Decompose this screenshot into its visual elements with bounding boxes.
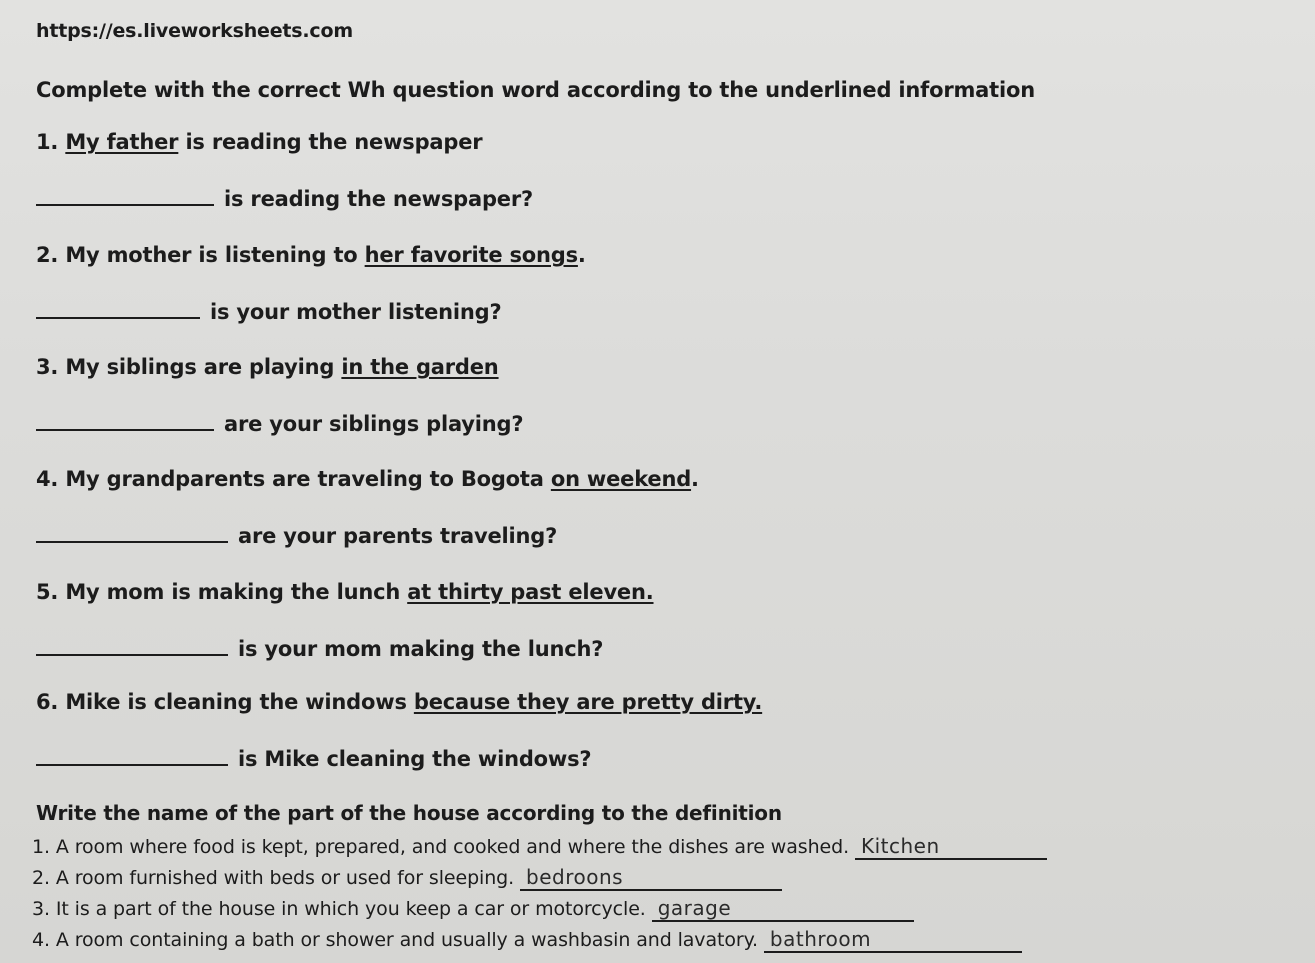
statement-number: 3.: [36, 355, 59, 379]
question-4: [36, 523, 557, 548]
statement-2: [36, 243, 586, 267]
statement-1: [36, 130, 482, 154]
statement-5: [36, 580, 654, 604]
house-item-1: [32, 834, 1047, 860]
answer-blank[interactable]: [36, 746, 228, 766]
question-3: [36, 411, 523, 436]
answer-blank[interactable]: [36, 523, 228, 543]
statement-text: Mike is cleaning the windows: [65, 690, 414, 714]
statement-rest: .: [577, 243, 586, 267]
house-item-3: [32, 896, 914, 922]
question-text: is your mother listening?: [210, 300, 502, 324]
statement-3: [36, 355, 499, 379]
statement-rest: is reading the newspaper: [178, 130, 483, 154]
definition-text: 3. It is a part of the house in which you keep a car or motorcycle.: [32, 898, 646, 920]
answer-blank[interactable]: [36, 636, 228, 656]
definition-text: 2. A room furnished with beds or used for sleeping.: [32, 867, 515, 889]
question-text: is your mom making the lunch?: [238, 637, 604, 661]
statement-text: My siblings are playing: [65, 355, 342, 379]
definition-text: 4. A room containing a bath or shower and usually a washbasin and lavatory.: [32, 929, 758, 951]
statement-number: 2.: [36, 243, 59, 267]
answer-field[interactable]: garage: [652, 896, 914, 922]
answer-field[interactable]: bathroom: [764, 927, 1022, 953]
house-section-heading: Write the name of the part of the house according to the definition: [36, 801, 782, 825]
answer-blank[interactable]: [36, 299, 200, 319]
underlined-info: her favorite songs: [364, 243, 578, 267]
source-url: https://es.liveworksheets.com: [36, 20, 353, 42]
statement-6: [36, 690, 762, 714]
house-item-2: [32, 865, 782, 891]
underlined-info: on weekend: [550, 467, 692, 491]
underlined-info: at thirty past eleven.: [407, 580, 654, 604]
definition-text: 1. A room where food is kept, prepared, and cooked and where the dishes are washed.: [32, 836, 850, 858]
question-text: is reading the newspaper?: [224, 187, 533, 211]
statement-text: My mother is listening to: [65, 243, 365, 267]
question-text: are your parents traveling?: [238, 524, 558, 548]
statement-rest: .: [691, 467, 699, 491]
instruction-heading: Complete with the correct Wh question word according to the underlined information: [36, 78, 1035, 102]
question-6: [36, 746, 591, 771]
statement-text: My mom is making the lunch: [65, 580, 408, 604]
statement-4: [36, 467, 699, 491]
answer-field[interactable]: bedroons: [520, 865, 782, 891]
underlined-info: in the garden: [341, 355, 499, 379]
question-1: [36, 186, 533, 211]
underlined-info: because they are pretty dirty.: [413, 690, 763, 714]
question-2: [36, 299, 501, 324]
answer-field[interactable]: Kitchen: [855, 834, 1047, 860]
answer-blank[interactable]: [36, 411, 214, 431]
house-item-4: [32, 927, 1022, 953]
question-5: [36, 636, 603, 661]
question-text: are your siblings playing?: [224, 412, 524, 436]
statement-number: 4.: [36, 467, 59, 491]
question-text: is Mike cleaning the windows?: [238, 747, 592, 771]
statement-number: 1.: [36, 130, 59, 154]
answer-blank[interactable]: [36, 186, 214, 206]
statement-number: 5.: [36, 580, 59, 604]
statement-text: My grandparents are traveling to Bogota: [65, 467, 551, 491]
statement-number: 6.: [36, 690, 59, 714]
underlined-info: My father: [65, 130, 179, 154]
